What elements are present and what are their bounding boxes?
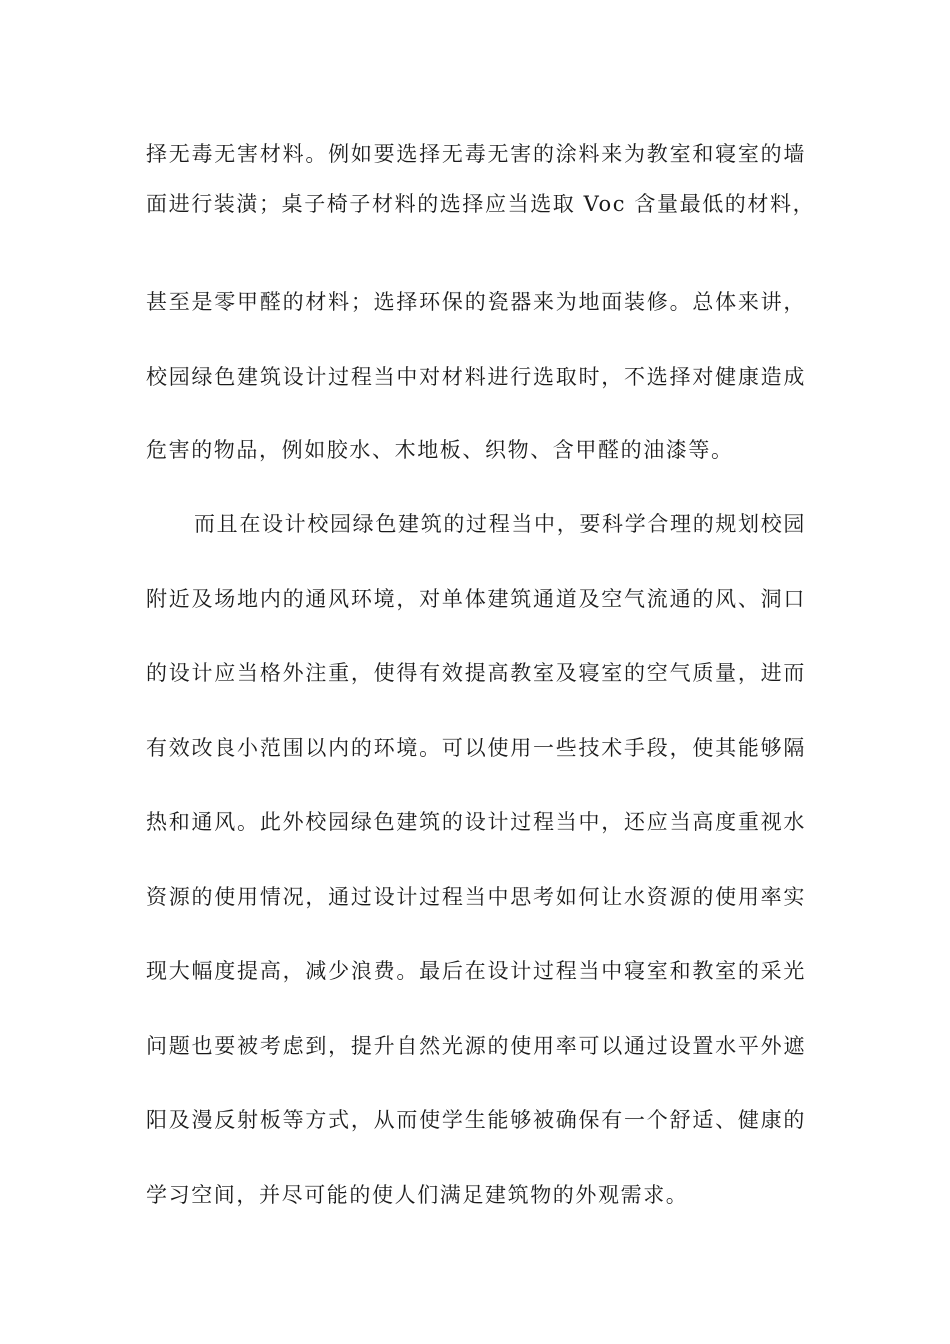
paragraph-1-line-3: 甚至是零甲醛的材料；选择环保的瓷器来为地面装修。总体来讲，: [146, 290, 806, 314]
paragraph-2-line-6: 资源的使用情况，通过设计过程当中思考如何让水资源的使用率实: [146, 885, 806, 909]
paragraph-2-line-3: 的设计应当格外注重，使得有效提高教室及寝室的空气质量，进而: [146, 661, 806, 685]
paragraph-2-line-8: 问题也要被考虑到，提升自然光源的使用率可以通过设置水平外遮: [146, 1034, 806, 1058]
paragraph-1-line-4: 校园绿色建筑设计过程当中对材料进行选取时，不选择对健康造成: [146, 365, 806, 389]
paragraph-1-line-1: 择无毒无害材料。例如要选择无毒无害的涂料来为教室和寝室的墙: [146, 142, 806, 166]
paragraph-2-line-9: 阳及漫反射板等方式，从而使学生能够被确保有一个舒适、健康的: [146, 1108, 806, 1132]
paragraph-2-line-2: 附近及场地内的通风环境，对单体建筑通道及空气流通的风、洞口: [146, 587, 806, 611]
paragraph-2-line-4: 有效改良小范围以内的环境。可以使用一些技术手段，使其能够隔: [146, 736, 806, 760]
paragraph-2-line-10: 学习空间，并尽可能的使人们满足建筑物的外观需求。: [146, 1183, 689, 1207]
paragraph-2-line-5: 热和通风。此外校园绿色建筑的设计过程当中，还应当高度重视水: [146, 810, 806, 834]
paragraph-2-line-1: 而且在设计校园绿色建筑的过程当中，要科学合理的规划校园: [194, 512, 806, 536]
paragraph-1-line-2: 面进行装潢；桌子椅子材料的选择应当选取 Voc 含量最低的材料，: [146, 192, 816, 216]
paragraph-1-line-5: 危害的物品，例如胶水、木地板、织物、含甲醛的油漆等。: [146, 438, 734, 462]
paragraph-2-line-7: 现大幅度提高，减少浪费。最后在设计过程当中寝室和教室的采光: [146, 959, 806, 983]
